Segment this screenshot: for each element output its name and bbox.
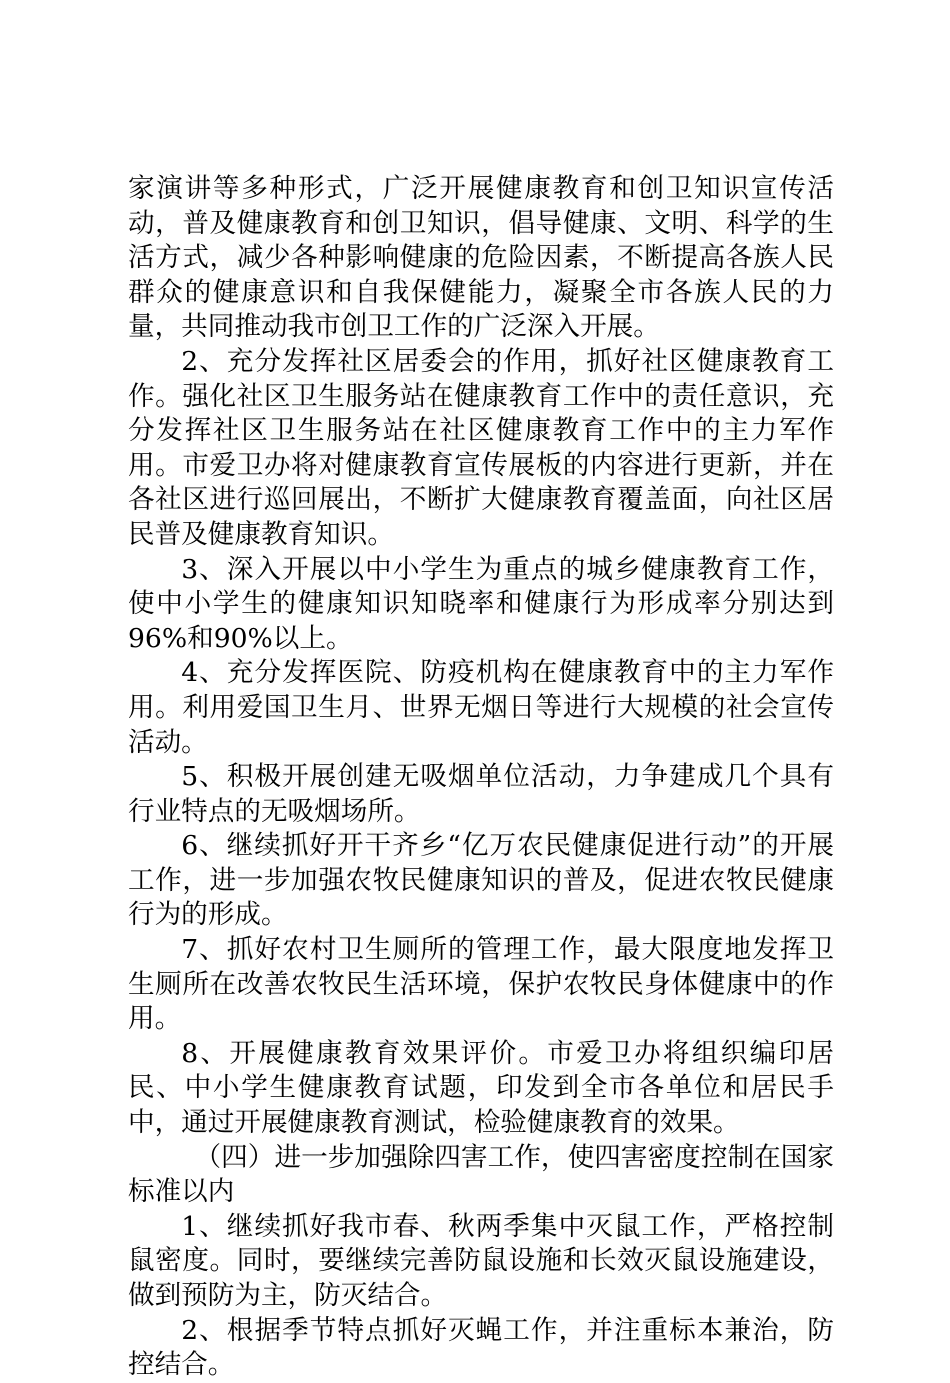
paragraph-item-2: 2、充分发挥社区居委会的作用，抓好社区健康教育工作。强化社区卫生服务站在健康教育工作中的责任意识，充分发挥社区卫生服务站在社区健康教育工作中的主力军作用。市爱卫办将对健康教育宣传展板的内容进行更新，并在各社区进行巡回展出，不断扩大健康教育覆盖面，向社区居民普及健康教育知识。 — [128, 345, 834, 550]
paragraph-item-6: 6、继续抓好开干齐乡“亿万农民健康促进行动”的开展工作，进一步加强农牧民健康知识的普及，促进农牧民健康行为的形成。 — [128, 830, 834, 931]
paragraph-item-5: 5、积极开展创建无吸烟单位活动，力争建成几个具有行业特点的无吸烟场所。 — [128, 761, 834, 827]
paragraph-item-8: 8、开展健康教育效果评价。市爱卫办将组织编印居民、中小学生健康教育试题，印发到全市各单位和居民手中，通过开展健康教育测试，检验健康教育的效果。 — [128, 1037, 834, 1139]
document-body — [128, 172, 834, 1383]
paragraph-item-7: 7、抓好农村卫生厕所的管理工作，最大限度地发挥卫生厕所在改善农牧民生活环境，保护农牧民身体健康中的作用。 — [128, 934, 834, 1035]
section-heading-four: （四）进一步加强除四害工作，使四害密度控制在国家标准以内 — [128, 1141, 834, 1208]
paragraph-fly-control: 2、根据季节特点抓好灭蝇工作，并注重标本兼治，防控结合。 — [128, 1314, 834, 1381]
paragraph-item-3: 3、深入开展以中小学生为重点的城乡健康教育工作，使中小学生的健康知识知晓率和健康行为形成率分别达到96%和90%以上。 — [128, 553, 834, 654]
paragraph-item-4: 4、充分发挥医院、防疫机构在健康教育中的主力军作用。利用爱国卫生月、世界无烟日等进行大规模的社会宣传活动。 — [128, 657, 834, 758]
paragraph-rodent-control: 1、继续抓好我市春、秋两季集中灭鼠工作，严格控制鼠密度。同时，要继续完善防鼠设施和长效灭鼠设施建设，做到预防为主，防灭结合。 — [128, 1210, 834, 1311]
paragraph-continued: 家演讲等多种形式，广泛开展健康教育和创卫知识宣传活动，普及健康教育和创卫知识，倡导健康、文明、科学的生活方式，减少各种影响健康的危险因素，不断提高各族人民群众的健康意识和自我保健能力，凝聚全市各族人民的力量，共同推动我市创卫工作的广泛深入开展。 — [128, 173, 834, 343]
